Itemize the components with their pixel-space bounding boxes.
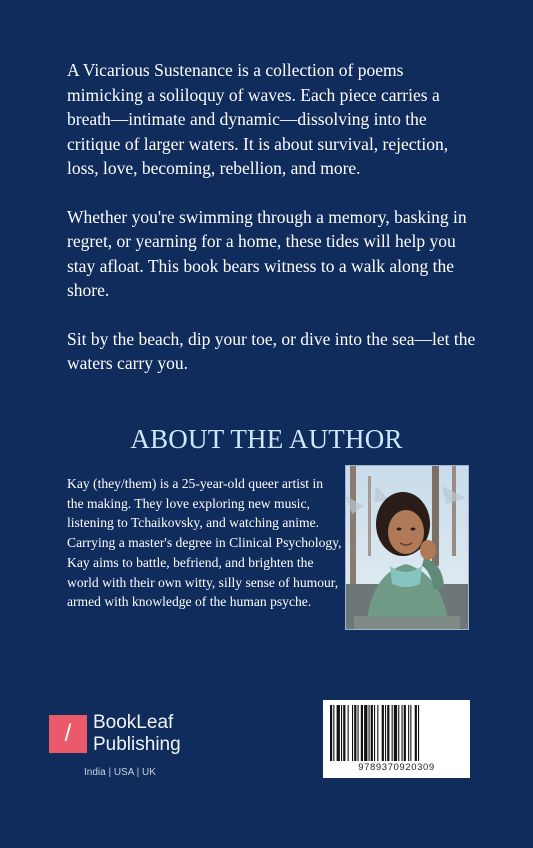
author-portrait-image (346, 466, 468, 629)
description-paragraph-1: A Vicarious Sustenance is a collection of poems mimicking a soliloquy of waves. Each piece carries a breath—intimate and dynamic—dissolving into the critique of larger waters. It is about survival, rejection, loss, love, becoming, rebellion, and more. (67, 60, 449, 178)
publisher-name-line-1: BookLeaf (93, 712, 174, 733)
publisher-name (93, 712, 223, 756)
publisher-name-line-2: Publishing (93, 734, 181, 755)
slash-logo-icon (49, 715, 87, 753)
book-description (67, 58, 477, 400)
barcode-bars-icon (330, 705, 463, 761)
description-paragraph-2: Whether you're swimming through a memory, basking in regret, or yearning for a home, these tides will help you stay afloat. This book bears witness to a walk along the shore. (67, 206, 467, 300)
author-photo (345, 465, 469, 630)
isbn-number: 9789370920309 (358, 762, 435, 773)
publisher-regions: India | USA | UK (84, 767, 156, 778)
about-author-heading: ABOUT THE AUTHOR (130, 424, 403, 454)
isbn-barcode (323, 700, 470, 778)
author-bio: Kay (they/them) is a 25-year-old queer artist in the making. They love exploring new music, listening to Tchaikovsky, and watching anime. Carrying a master's degree in Clinical Psychology, Kay aims to battle, befriend, and brighten the world with their own witty, silly sense of humour, armed with knowledge of the human psyche. (67, 476, 342, 610)
description-paragraph-3: Sit by the beach, dip your toe, or dive into the sea—let the waters carry you. (67, 328, 476, 373)
logo-mark-glyph: / (64, 720, 72, 747)
